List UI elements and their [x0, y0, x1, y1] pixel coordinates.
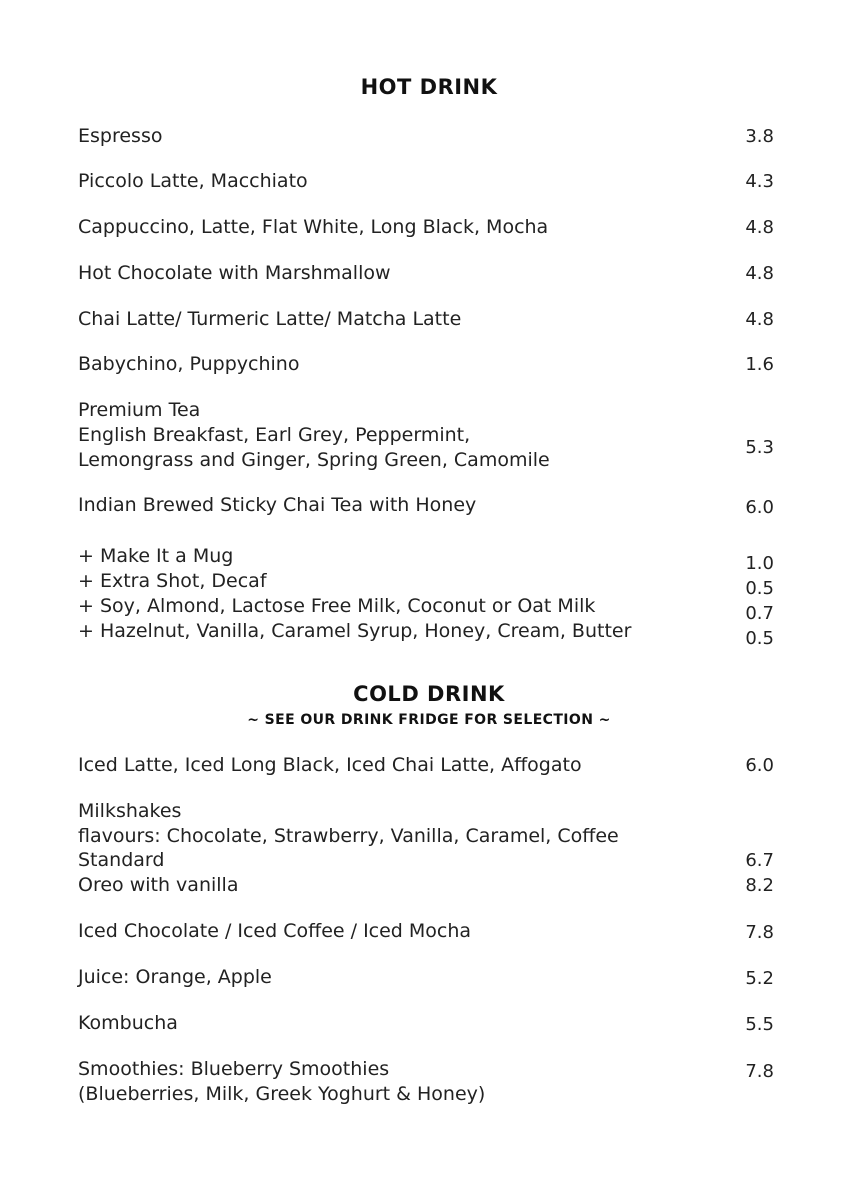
menu-item-option: Oreo with vanilla: [78, 874, 239, 896]
menu-item-name: Indian Brewed Sticky Chai Tea with Honey: [78, 494, 477, 516]
menu-item-name: Cappuccino, Latte, Flat White, Long Black, Mocha: [78, 216, 549, 238]
menu-item-name: Kombucha: [78, 1012, 178, 1034]
menu-item-price: 5.3: [745, 437, 774, 458]
menu-item-name: Espresso: [78, 125, 163, 147]
menu-item-price: 1.6: [745, 354, 774, 375]
menu-item-price: 3.8: [745, 126, 774, 147]
menu-item-option: Standard: [78, 849, 165, 871]
menu-item-name: Babychino, Puppychino: [78, 353, 300, 375]
menu-item-name: Juice: Orange, Apple: [78, 966, 272, 988]
hot-drink-heading: HOT DRINK: [360, 75, 498, 99]
menu-item-price: 5.2: [745, 968, 774, 989]
extra-item-name: + Make It a Mug: [78, 545, 234, 567]
menu-item-description: Lemongrass and Ginger, Spring Green, Camomile: [78, 449, 550, 471]
extra-item-price: 0.5: [745, 578, 774, 599]
menu-item-price: 6.0: [745, 755, 774, 776]
menu-item-name: Chai Latte/ Turmeric Latte/ Matcha Latte: [78, 308, 462, 330]
menu-item-price: 4.8: [745, 309, 774, 330]
menu-item-description: (Blueberries, Milk, Greek Yoghurt & Honey): [78, 1083, 486, 1105]
extra-item-price: 0.5: [745, 628, 774, 649]
menu-item-name: Iced Latte, Iced Long Black, Iced Chai Latte, Affogato: [78, 754, 582, 776]
menu-item-price: 5.5: [745, 1014, 774, 1035]
menu-item-price: 7.8: [745, 922, 774, 943]
menu-item-name: Premium Tea: [78, 399, 201, 421]
menu-item-price: 4.8: [745, 263, 774, 284]
menu-item-name: Iced Chocolate / Iced Coffee / Iced Mocha: [78, 920, 472, 942]
extra-item-name: + Hazelnut, Vanilla, Caramel Syrup, Honey, Cream, Butter: [78, 620, 632, 642]
menu-item-price: 7.8: [745, 1061, 774, 1082]
menu-item-name: Piccolo Latte, Macchiato: [78, 170, 308, 192]
menu-item-description: flavours: Chocolate, Strawberry, Vanilla, Caramel, Coffee: [78, 825, 619, 847]
menu-item-name: Milkshakes: [78, 800, 182, 822]
menu-item-price: 6.0: [745, 497, 774, 518]
menu-item-price: 4.3: [745, 171, 774, 192]
extra-item-name: + Soy, Almond, Lactose Free Milk, Coconut or Oat Milk: [78, 595, 596, 617]
menu-item-price: 6.7: [745, 850, 774, 871]
menu-item-description: English Breakfast, Earl Grey, Peppermint,: [78, 424, 471, 446]
extra-item-price: 0.7: [745, 603, 774, 624]
extra-item-price: 1.0: [745, 553, 774, 574]
menu-item-name: Hot Chocolate with Marshmallow: [78, 262, 391, 284]
menu-item-price: 8.2: [745, 875, 774, 896]
menu-item-price: 4.8: [745, 217, 774, 238]
cold-drink-heading: COLD DRINK: [353, 682, 505, 706]
menu-item-name: Smoothies: Blueberry Smoothies: [78, 1058, 390, 1080]
cold-drink-subtitle: ~ SEE OUR DRINK FRIDGE FOR SELECTION ~: [247, 712, 611, 728]
extra-item-name: + Extra Shot, Decaf: [78, 570, 267, 592]
